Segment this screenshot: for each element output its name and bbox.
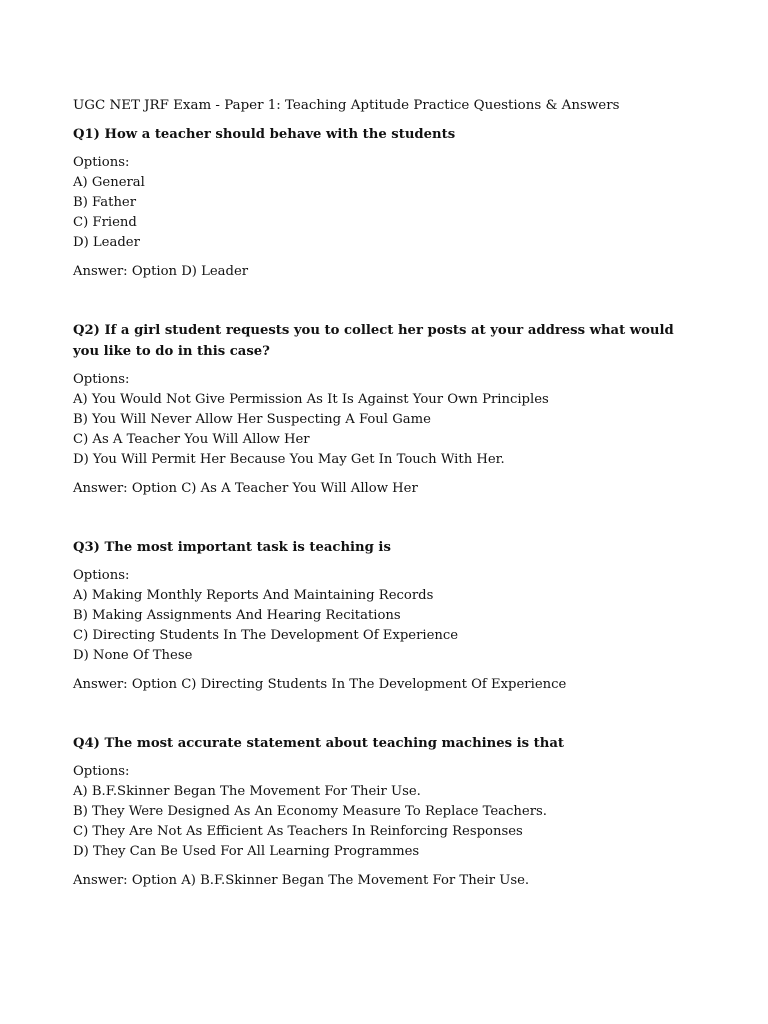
question-spacer (73, 695, 693, 733)
question-block-4 (73, 733, 693, 891)
options-label: Options: (73, 764, 130, 779)
option-item: C) They Are Not As Efficient As Teachers In Reinforcing Responses (73, 824, 523, 839)
option-item: C) Directing Students In The Development Of Experience (73, 628, 459, 643)
options-label: Options: (73, 372, 130, 387)
question-text: Q2) If a girl student requests you to collect her posts at your address what would you like to do in this case? (73, 323, 674, 359)
options-list (73, 390, 693, 470)
option-item: D) You Will Permit Her Because You May Get In Touch With Her. (73, 452, 505, 467)
question-block-2 (73, 320, 693, 499)
option-item: D) None Of These (73, 648, 193, 663)
option-item: C) Friend (73, 215, 137, 230)
question-text: Q4) The most accurate statement about teaching machines is that (73, 736, 564, 751)
option-item: A) B.F.Skinner Began The Movement For Their Use. (73, 784, 421, 799)
question-spacer (73, 282, 693, 320)
answer-text: Answer: Option C) As A Teacher You Will Allow Her (73, 481, 418, 496)
option-item: A) You Would Not Give Permission As It Is Against Your Own Principles (73, 392, 549, 407)
answer-text: Answer: Option A) B.F.Skinner Began The Movement For Their Use. (73, 873, 530, 888)
options-label: Options: (73, 568, 130, 583)
option-item: B) Father (73, 195, 137, 210)
document-page (73, 96, 693, 891)
options-list (73, 782, 693, 862)
question-block-1 (73, 124, 693, 282)
options-list (73, 173, 693, 253)
answer-text: Answer: Option C) Directing Students In The Development Of Experience (73, 677, 567, 692)
document-title: UGC NET JRF Exam - Paper 1: Teaching Aptitude Practice Questions & Answers (73, 98, 620, 113)
option-item: B) They Were Designed As An Economy Measure To Replace Teachers. (73, 804, 547, 819)
option-item: A) Making Monthly Reports And Maintaining Records (73, 588, 434, 603)
option-item: D) They Can Be Used For All Learning Programmes (73, 844, 420, 859)
question-block-3 (73, 537, 693, 695)
option-item: D) Leader (73, 235, 140, 250)
option-item: B) You Will Never Allow Her Suspecting A Foul Game (73, 412, 431, 427)
options-label: Options: (73, 155, 130, 170)
question-spacer (73, 499, 693, 537)
option-item: B) Making Assignments And Hearing Recitations (73, 608, 401, 623)
option-item: C) As A Teacher You Will Allow Her (73, 432, 310, 447)
answer-text: Answer: Option D) Leader (73, 264, 249, 279)
option-item: A) General (73, 175, 145, 190)
question-text: Q3) The most important task is teaching is (73, 540, 391, 555)
options-list (73, 586, 693, 666)
question-text: Q1) How a teacher should behave with the students (73, 127, 456, 142)
